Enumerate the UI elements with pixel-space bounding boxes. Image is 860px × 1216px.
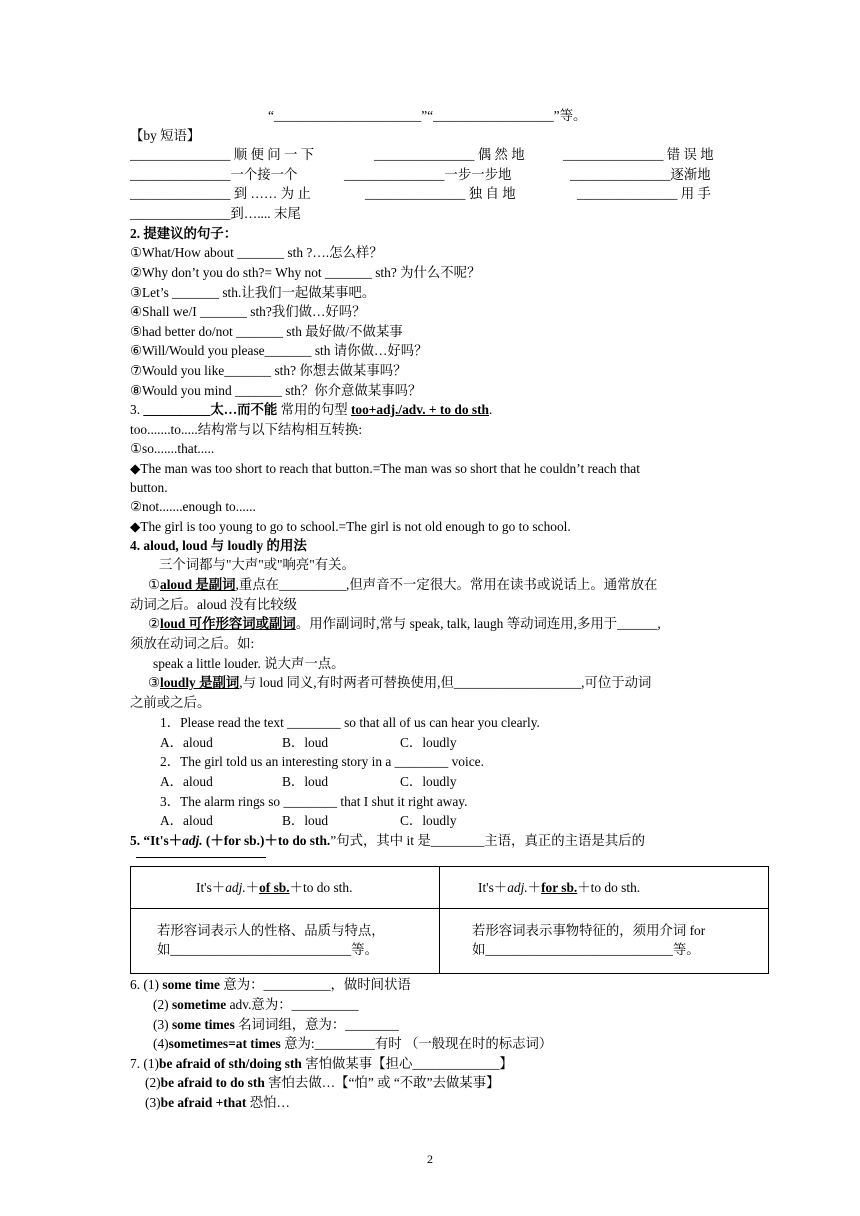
option-c: C．loudly [400,774,457,789]
text-line: ◆The man was too short to reach that button.=The man was so short that he couldn’t reach that [130,461,640,476]
table-header-cell [130,866,440,909]
option-a: A．aloud [160,774,213,789]
text-line: (3)be afraid +that 恐怕… [145,1095,290,1110]
text-span: 3. [130,402,144,417]
text-line: ⑥Will/Would you please_______ sth 请你做…好吗？ [130,343,428,358]
text-span: ＋to do sth. [289,880,353,895]
phrase-row: _______________到….... 末尾 [130,206,301,221]
phrase-blank: _______________ 偶 然 地 [374,147,525,162]
table-header-text [478,878,640,898]
text-line: 动词之后。aloud 没有比较级 [130,597,298,612]
text-line: button. [130,480,168,495]
exercise-question: 2．The girl told us an interesting story in a ________ voice. [160,754,484,769]
table-cell-line: 若形容词表示人的性格、品质与特点， [157,923,385,938]
text-line [148,576,748,593]
text-line: ③Let’s _______ sth.让我们一起做某事吧。 [130,285,376,300]
text-line: ⑧Would you mind _______ sth？你介意做某事吗？ [130,383,422,398]
text-span: . “It's＋ [136,833,183,848]
phrase-blank: _______________逐渐地 [570,167,711,182]
text-line: 须放在动词之后。如: [130,636,255,651]
text-span: ① [148,577,161,592]
page-number: 2 [427,1152,433,1166]
text-span: aloud 是副词 [160,577,236,592]
option-b: B．loud [282,813,329,828]
text-line [148,615,748,632]
text-span: ,重点在__________,但声音不一定很大。常用在读书或说话上。通常放在 [235,577,658,592]
text-span: of sb. [259,880,290,895]
section-heading-its-adj [130,832,730,849]
exercise-question: 1．Please read the text ________ so that all of us can hear you clearly. [160,715,540,730]
text-line: speak a little louder. 说大声一点。 [153,656,345,671]
text-span: ③ [148,675,161,690]
text-span: 常用的句型 [277,402,351,417]
text-span: ,与 loud 同义,有时两者可替换使用,但___________________,可位于动词 [239,675,652,690]
option-c: C．loudly [400,813,457,828]
text-span: adj. [182,833,203,848]
text-line: (4)sometimes=at times 意为:_________有时 （一般现在时的标志词） [153,1036,553,1051]
text-line: ⑦Would you like_______ sth? 你想去做某事吗？ [130,363,407,378]
text-line: too.......to.....结构常与以下结构相互转换: [130,422,363,437]
text-span: ＋ [527,880,542,895]
text-span: It's＋ [196,880,226,895]
text-span: (＋for sb.)＋to do sth. [202,833,331,848]
text-line: ②Why don’t you do sth?= Why not _______ sth? 为什么不呢？ [130,265,481,280]
text-span: 。用作副词时,常与 speak, talk, laugh 等动词连用,多用于______, [295,616,661,631]
text-line: ①so.......that..... [130,441,215,456]
text-span: ”句式，其中 it 是________主语，真正的主语是其后的 [330,833,645,848]
phrase-blank: _______________ 到 …… 为 止 [130,186,311,201]
phrase-blank: _______________一个接一个 [130,167,298,182]
section-heading-sometime: 6. (1) some time 意为：__________，做时间状语 [130,977,411,992]
option-b: B．loud [282,774,329,789]
text-span: loudly 是副词 [160,675,240,690]
text-line: ①What/How about _______ sth ?….怎么样？ [130,245,383,260]
text-line: ②not.......enough to...... [130,499,256,514]
text-span: __________太…而不能 [143,402,278,417]
section-heading-suggestions: 2. 提建议的句子： [130,226,238,241]
section-heading-aloud: 4. aloud, loud 与 loudly 的用法 [130,538,307,553]
text-span: too+adj./adv. + to do sth [350,402,489,417]
table-header-text [196,878,352,898]
section-heading-by-phrases: 【by 短语】 [130,128,201,143]
section-heading-afraid: 7. (1)be afraid of sth/doing sth 害怕做某事【担心_____________】 [130,1056,513,1071]
table-header-cell [439,866,769,909]
option-a: A．aloud [160,735,213,750]
phrase-blank: _______________ 错 误 地 [563,147,714,162]
text-line: ④Shall we/I _______ sth?我们做…好吗？ [130,304,366,319]
text-span: for sb. [541,880,578,895]
phrase-blank: _______________ 顺 便 问 一 下 [130,147,315,162]
text-line: ⑤had better do/not _______ sth 最好做/不做某事 [130,324,403,339]
phrase-blank: _______________一步一步地 [344,167,512,182]
table-cell [130,908,440,974]
exercise-question: 3．The alarm rings so ________ that I shut it right away. [160,794,468,809]
text-span: 5 [130,833,137,848]
text-line: (3) some times 名词词组，意为：________ [153,1017,399,1032]
phrase-blank: _______________ 独 自 地 [365,186,516,201]
text-span: adj. [225,880,246,895]
text-line: (2)be afraid to do sth 害怕去做…【“怕” 或 “不敢”去做某事】 [145,1075,500,1090]
text-line: “______________________”“__________________”等。 [268,108,587,123]
option-b: B．loud [282,735,329,750]
table-cell [439,908,769,974]
underline-rule [136,857,266,858]
text-span: It's＋ [478,880,508,895]
option-a: A．aloud [160,813,213,828]
phrase-blank: _______________ 用 手 [577,186,711,201]
section-heading-too-to [130,401,730,418]
text-line: ◆The girl is too young to go to school.=The girl is not old enough to go to school. [130,519,571,534]
table-cell-line: 如___________________________等。 [157,942,378,957]
text-line [148,674,748,691]
table-cell-line: 若形容词表示事物特征的，须用介词 for [472,923,706,938]
text-line: (2) sometime adv.意为：__________ [153,997,359,1012]
text-span: adj. [507,880,528,895]
table-cell-line: 如____________________________等。 [472,942,700,957]
text-span: loud 可作形容词或副词 [160,616,296,631]
text-span: ＋ [245,880,260,895]
text-line: 三个词都与"大声"或"响亮"有关。 [159,557,355,572]
text-span: ＋to do sth. [577,880,641,895]
text-line: 之前或之后。 [130,695,211,710]
text-span: . [489,402,493,417]
text-span: ② [148,616,161,631]
option-c: C．loudly [400,735,457,750]
